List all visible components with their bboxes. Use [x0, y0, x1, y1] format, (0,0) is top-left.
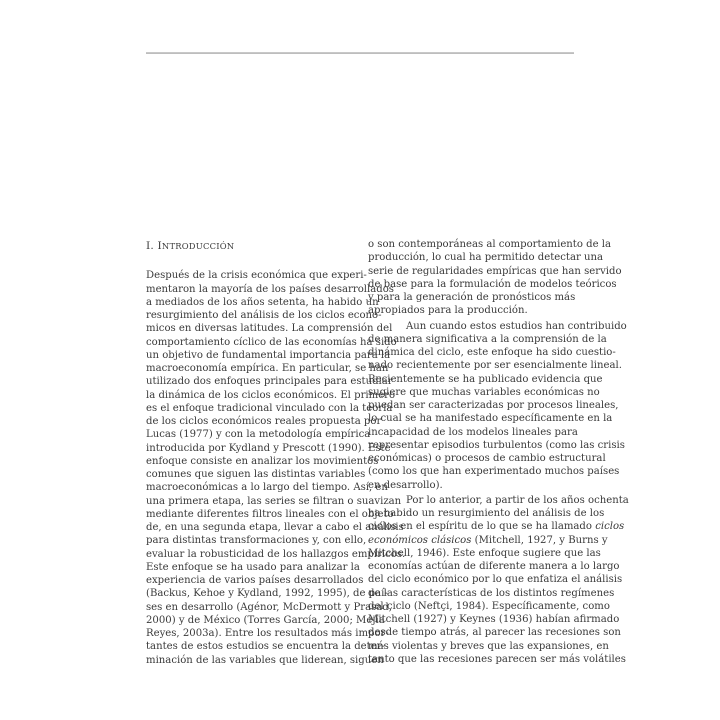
text-line: dinámica del ciclo, este enfoque ha sido cuestio- — [368, 347, 616, 358]
text-line: tantes de estos estudios se encuentra la deter- — [146, 641, 385, 653]
text-segment: (Mitchell, 1927, y Burns y — [471, 534, 608, 546]
paragraph-intro — [146, 269, 406, 667]
italic-term: ciclos — [595, 521, 625, 533]
text-line: puedan ser caracterizadas por procesos lineales, — [368, 400, 619, 411]
text-line: mentaron la mayoría de los países desarrollados — [146, 283, 394, 295]
text-line: es el enfoque tradicional vinculado con la teoría — [146, 402, 393, 414]
text-line: representar episodios turbulentos (como las crisis — [368, 439, 625, 451]
text-line: incapacidad de los modelos lineales para — [368, 426, 578, 438]
text-line: de las características de los distintos regímenes — [368, 587, 615, 599]
text-line: evaluar la robusticidad de los hallazgos empíricos. — [146, 548, 406, 560]
text-line: Este enfoque se ha usado para analizar la — [146, 561, 360, 573]
text-line: Mitchell (1927) y Keynes (1936) habían afirmado — [368, 614, 620, 625]
header-rule — [146, 52, 574, 54]
text-line: Mitchell, 1946). Este enfoque sugiere que las — [368, 547, 601, 559]
text-line: nado recientemente por ser esencialmente lineal. — [368, 360, 622, 372]
text-line: más violentas y breves que las expansiones, en — [368, 640, 609, 652]
paragraph-continuation — [368, 238, 622, 318]
text-line: comportamiento cíclico de las economías ha sido — [146, 336, 397, 348]
text-line: sugiere que muchas variables económicas no — [368, 386, 600, 398]
text-line: un objetivo de fundamental importancia para la — [146, 349, 391, 361]
text-line: 2000) y de México (Torres García, 2000; Mejía — [146, 614, 385, 626]
text-line: mediante diferentes filtros lineales con el objeto — [146, 508, 394, 520]
text-line: micos en diversas latitudes. La comprensión del — [146, 323, 393, 335]
section-title-initial: I — [157, 240, 162, 252]
text-line: de manera significativa a la comprensión de la — [368, 333, 607, 345]
text-line: Reyes, 2003a). Entre los resultados más impor- — [146, 628, 389, 639]
paragraph-classical-cycles — [368, 494, 629, 666]
text-line: serie de regularidades empíricas que han servido — [368, 265, 622, 277]
text-line: ses en desarrollo (Agénor, McDermott y Prasad, — [146, 601, 392, 613]
text-line: comunes que siguen las distintas variables — [146, 469, 366, 480]
text-line: economías actúan de diferente manera a lo largo — [368, 561, 620, 572]
text-line: minación de las variables que liderean, siguen — [146, 654, 384, 666]
text-segment: ciclos en el espíritu de lo que se ha llamado — [368, 521, 596, 533]
text-line: en desarrollo). — [368, 479, 443, 491]
paragraph-critique — [368, 320, 627, 492]
text-line — [368, 520, 625, 533]
text-line: de, en una segunda etapa, llevar a cabo el análisis — [146, 522, 404, 533]
text-line: de los ciclos económicos reales propuesta por — [146, 416, 382, 427]
text-line: macroeconomía empírica. En particular, se han — [146, 363, 389, 374]
text-line: introducida por Kydland y Prescott (1990). Este — [146, 442, 391, 454]
right-column — [368, 238, 629, 666]
text-line: Por lo anterior, a partir de los años ochenta — [406, 494, 629, 506]
text-line: a mediados de los años setenta, ha habido un — [146, 296, 379, 308]
text-line: resurgimiento del análisis de los ciclos econó- — [146, 310, 382, 321]
section-title-rest: NTRODUCCIÓN — [161, 241, 235, 251]
text-line: (como los que han experimentado muchos países — [368, 466, 620, 478]
text-line: para distintas transformaciones y, con ello, — [146, 535, 367, 547]
text-line: del ciclo económico por lo que enfatiza el análisis — [368, 574, 623, 586]
italic-term: económicos clásicos — [368, 534, 472, 546]
text-line: desde tiempo atrás, al parecer las recesiones son — [368, 627, 621, 639]
text-line: tanto que las recesiones parecen ser más volátiles — [368, 653, 626, 665]
text-line: experiencia de varios países desarrollados — [146, 575, 364, 586]
text-line: Después de la crisis económica que experi- — [146, 270, 367, 282]
text-line: de base para la formulación de modelos teóricos — [368, 278, 617, 290]
text-line: macroeconómicas a lo largo del tiempo. Así, en — [146, 482, 388, 494]
text-line: apropiados para la producción. — [368, 305, 528, 317]
text-line: la dinámica de los ciclos económicos. El primero — [146, 389, 396, 401]
text-line: económicas) o procesos de cambio estructural — [368, 453, 606, 464]
text-line: Aun cuando estos estudios han contribuido — [406, 320, 627, 332]
text-line: Recientemente se ha publicado evidencia que — [368, 373, 603, 385]
text-line: del ciclo (Neftçi, 1984). Específicamente, como — [368, 600, 610, 612]
text-line: y para la generación de pronósticos más — [368, 292, 576, 303]
text-line: Lucas (1977) y con la metodología empírica — [146, 429, 371, 441]
text-line: lo cual se ha manifestado específicamente en la — [368, 413, 613, 425]
text-line: una primera etapa, las series se filtran o suavizan — [146, 495, 402, 507]
text-line: producción, lo cual ha permitido detectar una — [368, 252, 604, 264]
text-line — [368, 534, 608, 547]
section-heading — [146, 240, 354, 253]
text-line: utilizado dos enfoques principales para estudiar — [146, 376, 393, 388]
text-line: ha habido un resurgimiento del análisis de los — [368, 508, 605, 519]
text-line: enfoque consiste en analizar los movimientos — [146, 455, 379, 467]
section-number: I. — [146, 240, 154, 252]
left-column — [146, 240, 406, 667]
text-line: o son contemporáneas al comportamiento de la — [368, 239, 612, 250]
text-line: (Backus, Kehoe y Kydland, 1992, 1995), de paí- — [146, 588, 388, 600]
